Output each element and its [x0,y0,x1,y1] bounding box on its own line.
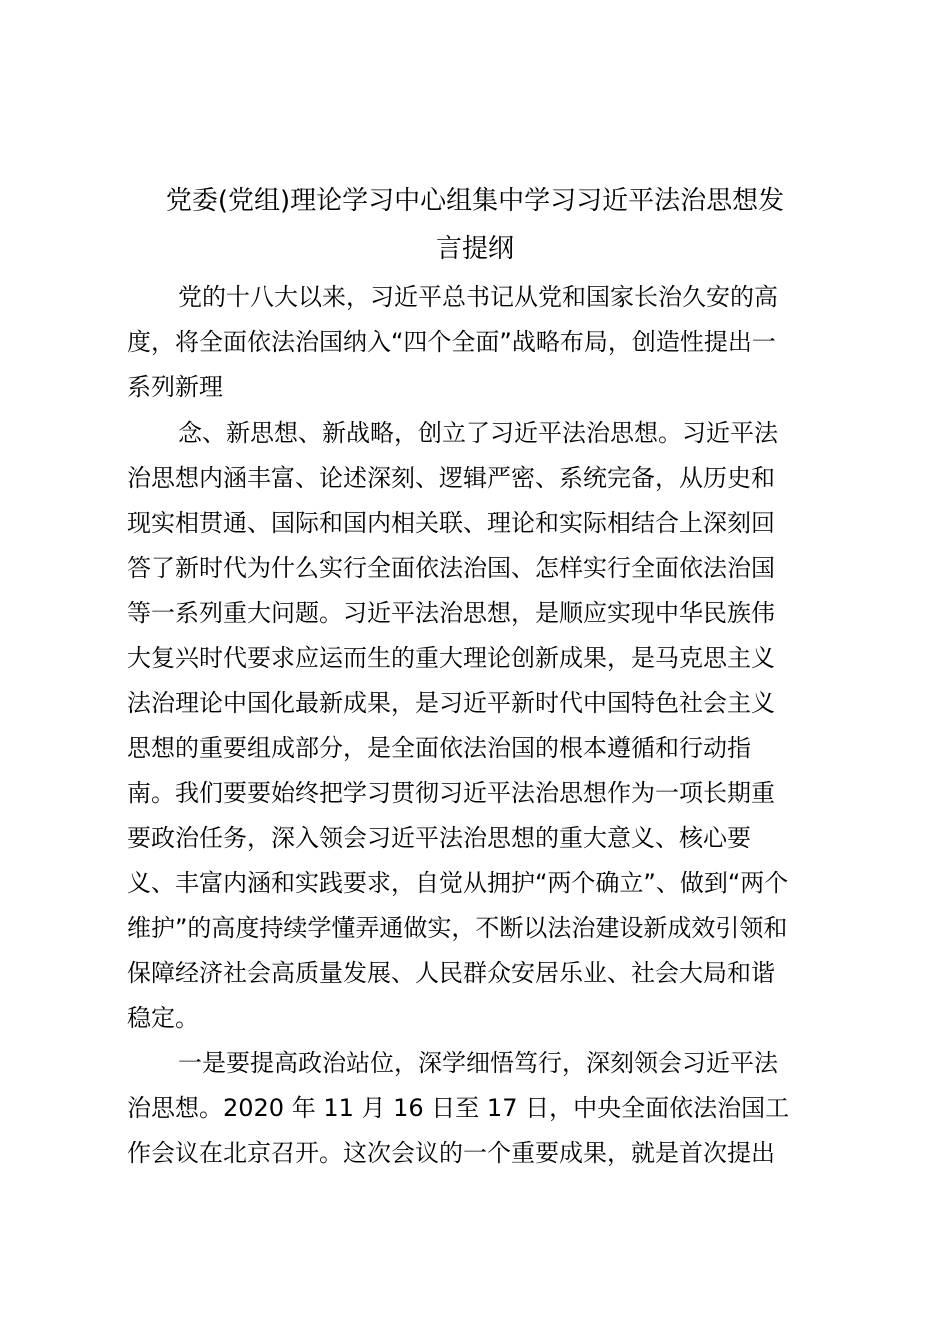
body-line: 保障经济社会高质量发展、人民群众安居乐业、社会大局和谐 [127,959,775,987]
body-line: 现实相贯通、国际和国内相关联、理论和实际相结合上深刻回 [127,509,775,537]
body-line: 大复兴时代要求应运而生的重大理论创新成果，是马克思主义 [127,644,775,672]
body-line: 答了新时代为什么实行全面依法治国、怎样实行全面依法治国 [127,554,775,582]
body-line: 念、新思想、新战略，创立了习近平法治思想。习近平法 [178,419,778,447]
body-line: 治思想内涵丰富、论述深刻、逻辑严密、系统完备，从历史和 [127,464,775,492]
body-line: 党的十八大以来，习近平总书记从党和国家长治久安的高 [178,283,778,311]
body-line: 要政治任务，深入领会习近平法治思想的重大意义、核心要 [127,824,751,852]
body-line: 法治理论中国化最新成果，是习近平新时代中国特色社会主义 [127,689,775,717]
body-line: 思想的重要组成部分，是全面依法治国的根本遵循和行动指 [127,734,751,762]
body-line: 作会议在北京召开。这次会议的一个重要成果，就是首次提出 [127,1139,775,1167]
body-line: 治思想。2020 年 11 月 16 日至 17 日，中央全面依法治国工 [127,1094,790,1122]
body-line: 一是要提高政治站位，深学细悟笃行，深刻领会习近平法 [178,1049,778,1077]
document-title-line-2: 言提纲 [435,234,514,264]
body-line: 南。我们要要始终把学习贯彻习近平法治思想作为一项长期重 [127,779,775,807]
body-line: 维护”的高度持续学懂弄通做实，不断以法治建设新成效引领和 [127,914,788,942]
body-line: 等一系列重大问题。习近平法治思想，是顺应实现中华民族伟 [127,599,775,627]
body-line: 稳定。 [127,1004,199,1032]
body-line: 系列新理 [127,373,223,401]
body-line: 义、丰富内涵和实践要求，自觉从拥护“两个确立”、做到“两个 [127,869,789,897]
document-title-line-1: 党委(党组)理论学习中心组集中学习习近平法治思想发 [165,186,785,216]
body-line: 度，将全面依法治国纳入“四个全面”战略布局，创造性提出一 [127,328,776,356]
